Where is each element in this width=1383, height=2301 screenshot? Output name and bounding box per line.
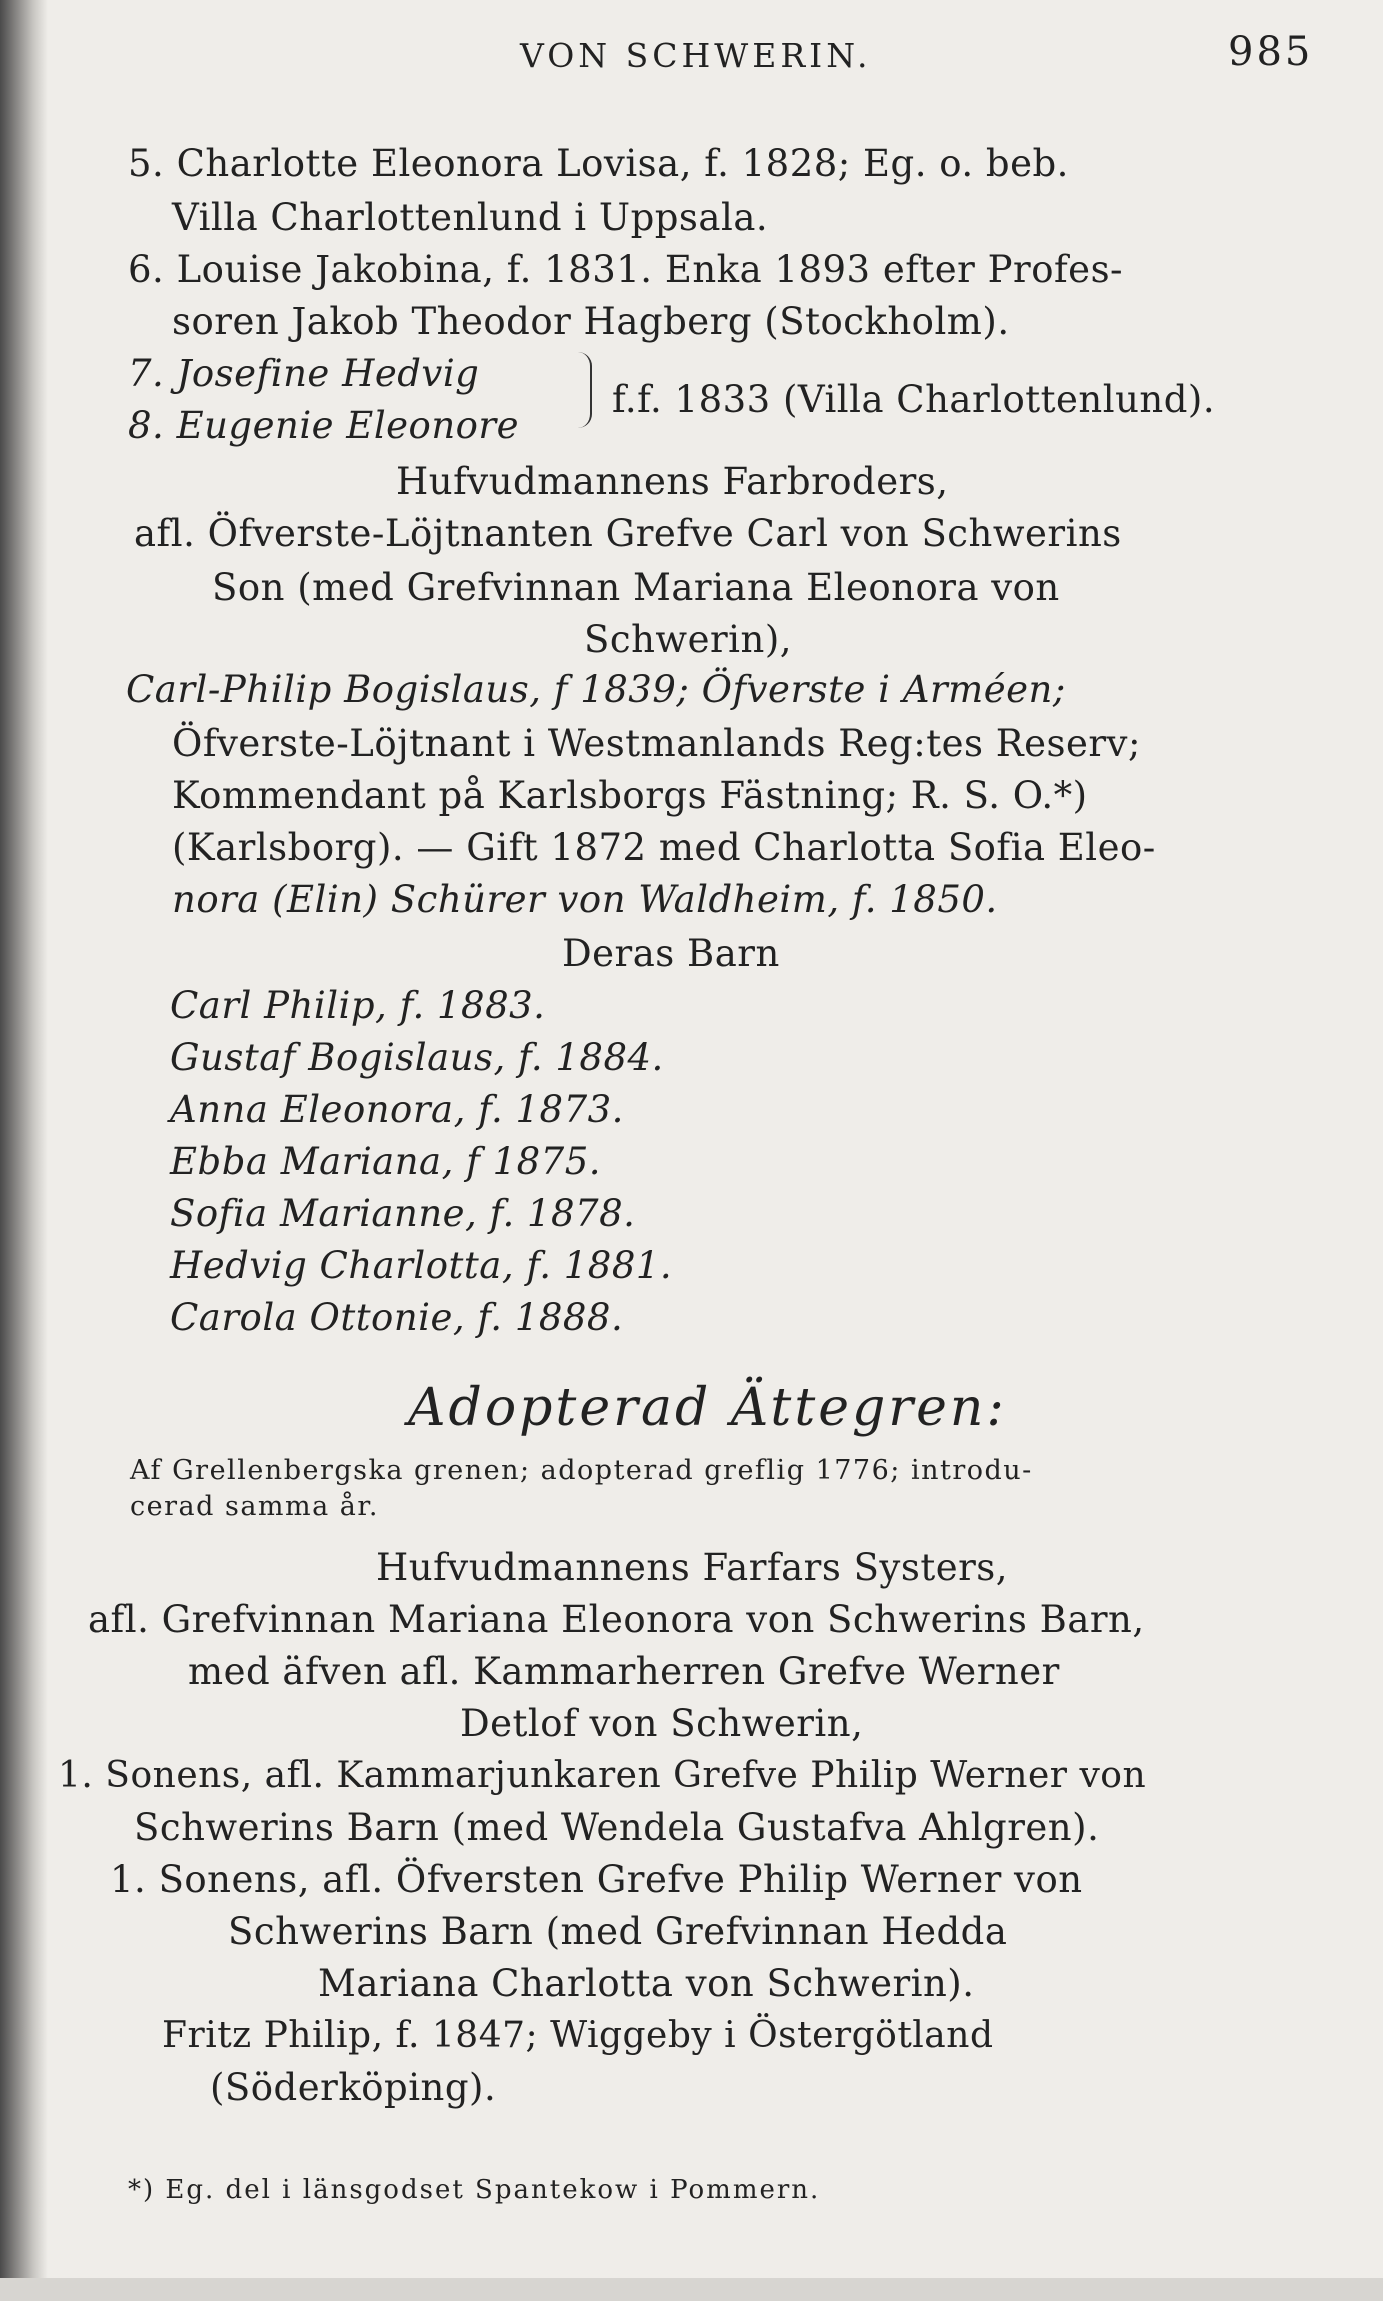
text-line-14: Kommendant på Karlsborgs Fästning; R. S. O.*) xyxy=(172,774,1088,817)
page-number: 985 xyxy=(1228,29,1314,75)
text-line-22: Sofia Marianne, f. 1878. xyxy=(170,1192,636,1235)
text-line-21: Ebba Mariana, f 1875. xyxy=(170,1140,602,1183)
text-line-31: Detlof von Schwerin, xyxy=(460,1702,864,1745)
footnote: *) Eg. del i länsgodset Spantekow i Pommern. xyxy=(128,2175,821,2205)
text-line-33: Schwerins Barn (med Wendela Gustafva Ahlgren). xyxy=(134,1806,1100,1849)
text-line-11: Schwerin), xyxy=(584,618,793,661)
text-line-30: med äfven afl. Kammarherren Grefve Werner xyxy=(188,1650,1060,1693)
text-line-23: Hedvig Charlotta, f. 1881. xyxy=(170,1244,673,1287)
text-line-38: (Söderköping). xyxy=(210,2066,497,2109)
text-line-19: Gustaf Bogislaus, f. 1884. xyxy=(170,1036,664,1079)
text-line-2: Villa Charlottenlund i Uppsala. xyxy=(172,196,769,239)
text-line-37: Fritz Philip, f. 1847; Wiggeby i Östergötland xyxy=(162,2015,994,2056)
text-line-1: 5. Charlotte Eleonora Lovisa, f. 1828; Eg. o. beb. xyxy=(128,142,1069,185)
text-line-13: Öfverste-Löjtnant i Westmanlands Reg:tes Reserv; xyxy=(172,722,1141,765)
text-line-28: Hufvudmannens Farfars Systers, xyxy=(376,1546,1009,1589)
text-line-4: soren Jakob Theodor Hagberg (Stockholm). xyxy=(172,300,1010,343)
running-head: VON SCHWERIN. xyxy=(520,36,872,75)
text-line-9: afl. Öfverste-Löjtnanten Grefve Carl von Schwerins xyxy=(134,512,1122,555)
text-line-17: Deras Barn xyxy=(562,932,780,975)
text-line-12: Carl-Philip Bogislaus, f 1839; Öfverste i Arméen; xyxy=(126,668,1066,711)
text-line-10: Son (med Grefvinnan Mariana Eleonora von xyxy=(212,566,1060,609)
section-heading: Adopterad Ättegren: xyxy=(408,1378,1007,1438)
text-line-34: 1. Sonens, afl. Öfversten Grefve Philip Werner von xyxy=(110,1858,1083,1901)
text-line-36: Mariana Charlotta von Schwerin). xyxy=(318,1962,975,2005)
text-line-24: Carola Ottonie, f. 1888. xyxy=(170,1296,624,1339)
text-line-27: cerad samma år. xyxy=(130,1491,379,1522)
text-line-3: 6. Louise Jakobina, f. 1831. Enka 1893 efter Profes- xyxy=(128,248,1124,291)
text-line-29: afl. Grefvinnan Mariana Eleonora von Schwerins Barn, xyxy=(88,1598,1145,1641)
text-line-35: Schwerins Barn (med Grefvinnan Hedda xyxy=(228,1910,1008,1953)
text-line-16: nora (Elin) Schürer von Waldheim, f. 1850. xyxy=(172,878,998,921)
text-line-20: Anna Eleonora, f. 1873. xyxy=(170,1088,624,1131)
text-line-5: 7. Josefine Hedvig xyxy=(128,352,480,395)
text-line-7: f.f. 1833 (Villa Charlottenlund). xyxy=(612,378,1216,421)
scan-shadow-edge xyxy=(0,0,48,2301)
text-line-32: 1. Sonens, afl. Kammarjunkaren Grefve Philip Werner von xyxy=(58,1755,1147,1796)
text-line-6: 8. Eugenie Eleonore xyxy=(128,404,520,447)
brace-mark xyxy=(576,352,592,428)
text-line-8: Hufvudmannens Farbroders, xyxy=(396,460,949,503)
text-line-26: Af Grellenbergska grenen; adopterad greflig 1776; introdu- xyxy=(130,1455,1033,1486)
text-line-15: (Karlsborg). — Gift 1872 med Charlotta Sofia Eleo- xyxy=(172,826,1156,869)
page-bottom-strip xyxy=(0,2278,1383,2301)
text-line-18: Carl Philip, f. 1883. xyxy=(170,984,546,1027)
